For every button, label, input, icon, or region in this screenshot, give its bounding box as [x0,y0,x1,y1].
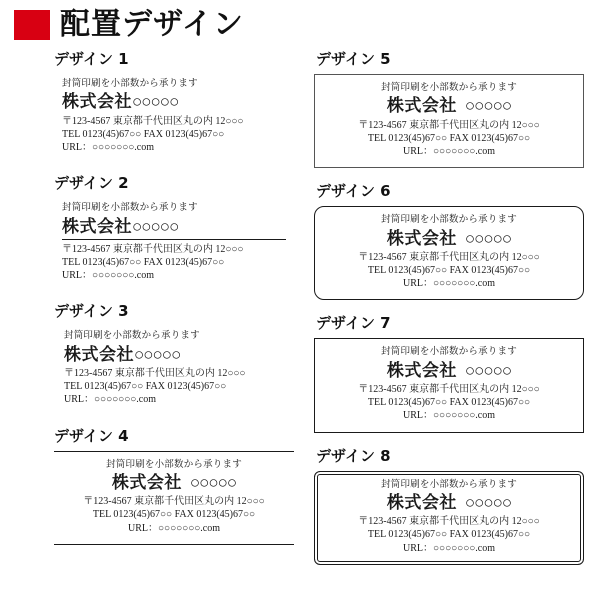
sample-tel: TEL 0123(45)67○○ FAX 0123(45)67○○ [92,509,256,521]
design-title-3: デザイン 3 [54,302,129,321]
design-block-5 [314,48,584,168]
design-title-4: デザイン 4 [54,426,129,445]
sample-address: 〒123-4567 東京都千代田区丸の内 12○○○ [62,243,244,255]
sample-url: URL：○○○○○○○.com [403,542,495,554]
company-name: 株式会社 [62,92,132,112]
design-block-4 [54,425,294,545]
sample-url: URL：○○○○○○○.com [128,522,220,534]
company-name: 株式会社 [386,493,457,512]
design-title-5: デザイン 5 [316,50,391,68]
design-block-7 [314,312,584,432]
sample-url: URL：○○○○○○○.com [64,394,156,406]
design-title-7: デザイン 7 [316,314,391,333]
sample-tagline: 封筒印刷を小部数から承ります [381,215,517,226]
company-circles: ○○○○○ [134,344,181,364]
sample-address: 〒123-4567 東京都千代田区丸の内 12○○○ [358,516,540,528]
design-title-8: デザイン 8 [316,446,391,465]
design-sample-4 [54,451,294,545]
sample-address: 〒123-4567 東京都千代田区丸の内 12○○○ [358,119,540,131]
company-circles: ○○○○○ [464,360,512,380]
design-block-2 [54,172,294,288]
page-header [0,0,600,46]
design-title-6: デザイン 6 [316,182,391,201]
page-title: 配置デザイン [60,7,244,42]
company-name: 株式会社 [386,228,457,248]
sample-tel: TEL 0123(45)67○○ FAX 0123(45)67○○ [367,265,531,277]
design-block-8 [314,445,584,565]
sample-address: 〒123-4567 東京都千代田区丸の内 12○○○ [62,115,244,127]
design-sample-2 [54,198,294,288]
company-name: 株式会社 [64,344,134,364]
sample-company [62,216,286,237]
company-name: 株式会社 [386,96,457,116]
column-right [300,48,590,577]
design-sample-1 [54,74,294,160]
sample-url: URL：○○○○○○○.com [62,270,154,282]
sample-tel: TEL 0123(45)67○○ FAX 0123(45)67○○ [62,257,225,269]
sample-address: 〒123-4567 東京都千代田区丸の内 12○○○ [64,368,246,380]
sample-tel: TEL 0123(45)67○○ FAX 0123(45)67○○ [62,128,225,140]
company-name: 株式会社 [62,216,132,236]
sample-company [325,492,573,513]
sample-tagline: 封筒印刷を小部数から承ります [381,347,517,358]
sample-url: URL：○○○○○○○.com [403,278,495,290]
design-sample-5 [314,74,584,168]
company-name: 株式会社 [386,360,457,380]
company-circles: ○○○○○ [132,216,179,236]
sample-company [325,228,573,249]
company-circles: ○○○○○ [464,228,512,248]
design-sample-3 [54,326,294,412]
sample-tagline: 封筒印刷を小部数から承ります [381,83,517,93]
sample-tagline: 封筒印刷を小部数から承ります [106,459,242,470]
design-title-1: デザイン 1 [54,50,129,68]
design-title-2: デザイン 2 [54,174,129,193]
sample-address: 〒123-4567 東京都千代田区丸の内 12○○○ [358,384,540,396]
sample-address: 〒123-4567 東京都千代田区丸の内 12○○○ [83,496,265,508]
design-columns [0,46,600,577]
sample-url: URL：○○○○○○○.com [403,146,495,158]
company-circles: ○○○○○ [189,473,237,492]
design-block-3 [54,300,294,412]
company-circles: ○○○○○ [464,96,512,116]
sample-tagline: 封筒印刷を小部数から承ります [62,79,198,89]
divider [62,239,286,240]
sample-tel: TEL 0123(45)67○○ FAX 0123(45)67○○ [367,132,531,144]
sample-tagline: 封筒印刷を小部数から承ります [62,203,198,214]
company-name: 株式会社 [111,473,182,492]
design-sample-6 [314,206,584,300]
column-left [10,48,300,577]
sample-company [325,95,573,116]
sample-tel: TEL 0123(45)67○○ FAX 0123(45)67○○ [367,397,531,409]
sample-tagline: 封筒印刷を小部数から承ります [381,479,517,490]
company-circles: ○○○○○ [464,493,512,512]
sample-tel: TEL 0123(45)67○○ FAX 0123(45)67○○ [367,529,531,541]
sample-company [64,472,284,493]
sample-company [64,344,286,365]
sample-company [325,360,573,381]
design-block-1 [54,48,294,160]
sample-company [62,91,286,112]
sample-address: 〒123-4567 東京都千代田区丸の内 12○○○ [358,251,540,263]
company-circles: ○○○○○ [132,92,179,112]
red-mark-icon [14,10,50,40]
sample-url: URL：○○○○○○○.com [62,142,154,154]
design-sample-8 [314,471,584,565]
sample-tel: TEL 0123(45)67○○ FAX 0123(45)67○○ [64,381,227,393]
sample-url: URL：○○○○○○○.com [403,410,495,422]
design-block-6 [314,180,584,300]
design-sample-7 [314,338,584,432]
sample-tagline: 封筒印刷を小部数から承ります [64,331,200,342]
